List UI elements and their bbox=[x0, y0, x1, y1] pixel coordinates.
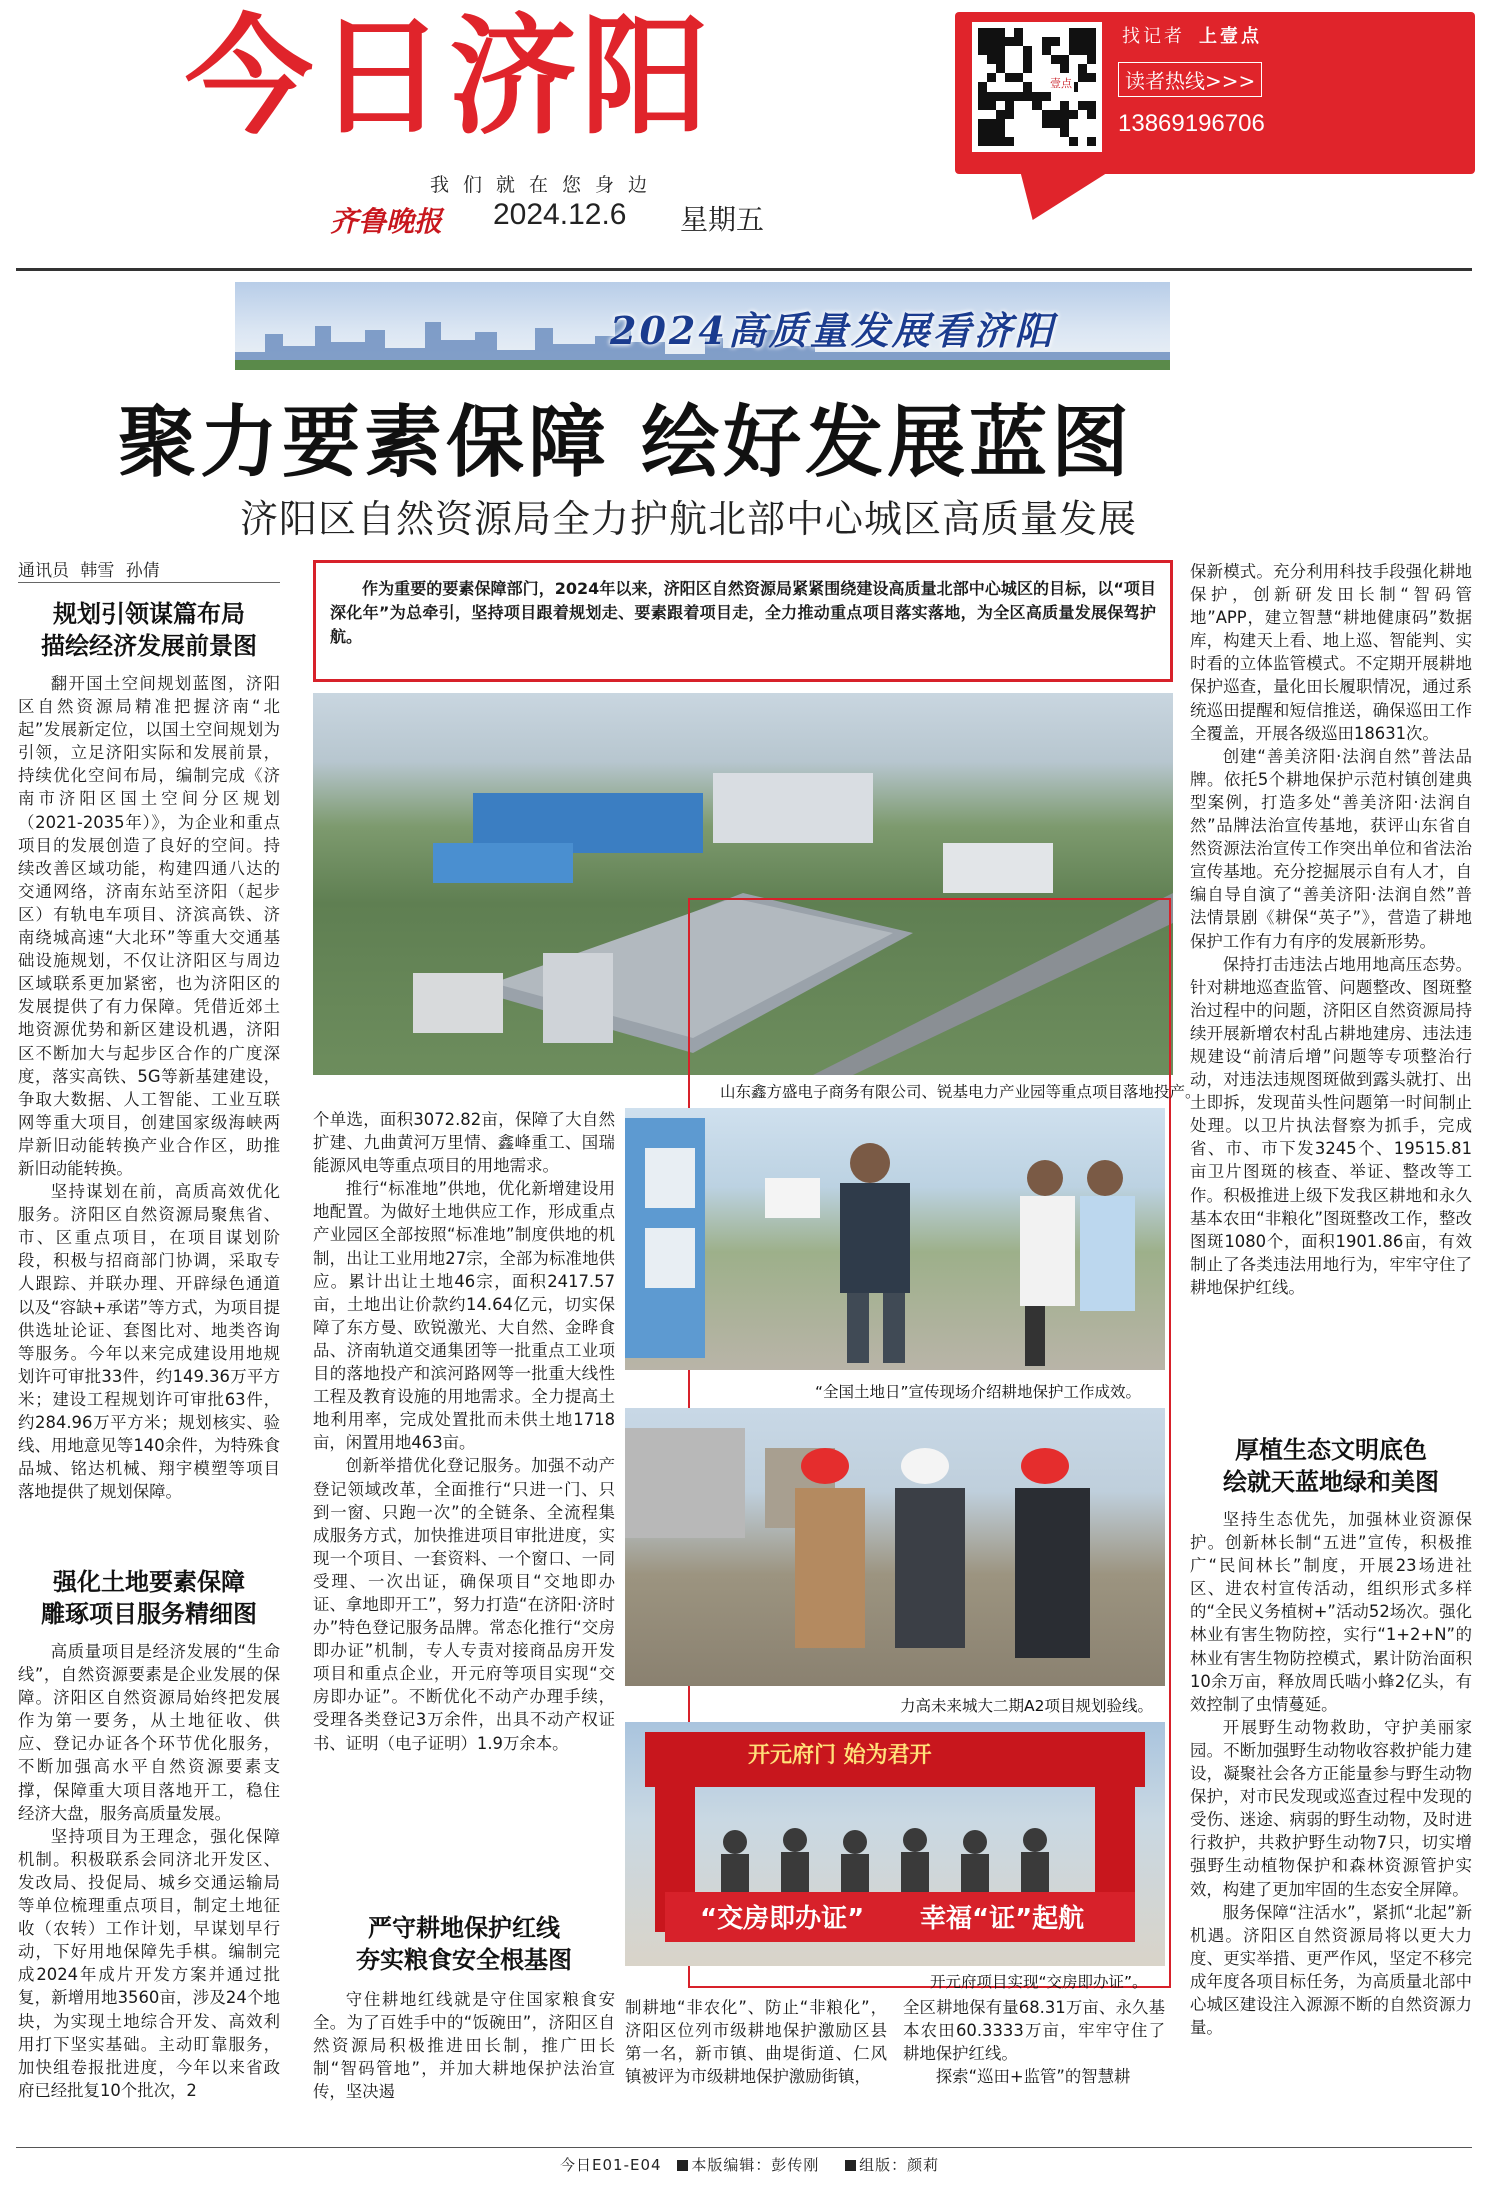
photo3-caption: 力高未来城大二期A2项目规划验线。 bbox=[900, 1697, 1153, 1715]
arch-text: 开元府门 始为君开 bbox=[748, 1742, 932, 1768]
photo4-caption: 开元府项目实现“交房即办证”。 bbox=[930, 1973, 1148, 1991]
column1-lower-text bbox=[18, 1640, 280, 2140]
byline: 通讯员 韩雪 孙倩 bbox=[18, 561, 160, 581]
col5-paragraph: 创建“善美济阳·法润自然”普法品牌。依托5个耕地保护示范村镇创建典型案例，打造多处“善美济阳·法润自然”品牌法治宣传基地，获评山东省自然资源法治宣传工作突出单位和省法治宣传基地。充分挖掘展示自有人才，自编自导自演了“善美济阳·法润自然”普法情景剧《耕保“英子”》，营造了耕地保护工作有力有序的发展新形势。 bbox=[1190, 746, 1472, 951]
survey-photo bbox=[625, 1408, 1165, 1686]
column2-text bbox=[313, 1108, 615, 1896]
banner-title: 2024高质量发展看济阳 bbox=[610, 308, 1056, 353]
col4-paragraph: 全区耕地保有量68.31万亩、永久基本农田60.3333万亩，牢牢守住了耕地保护红线。 bbox=[903, 1998, 1165, 2064]
section1-title-a: 规划引领谋篇布局 bbox=[53, 599, 245, 628]
footer-editor: 本版编辑：彭传刚 bbox=[691, 2156, 820, 2174]
masthead-title: 今日济阳 bbox=[185, 3, 714, 152]
footer-layout: 组版：颜莉 bbox=[859, 2156, 940, 2174]
column3-bottom-text bbox=[625, 1996, 887, 2136]
photo1-caption: 山东鑫方盛电子商务有限公司、锐基电力产业园等重点项目落地投产。 bbox=[720, 1083, 1201, 1101]
masthead-divider bbox=[16, 268, 1472, 271]
issue-weekday: 星期五 bbox=[680, 203, 765, 236]
reporter-action-text: 上壹点 bbox=[1199, 26, 1262, 47]
col2-paragraph: 个单选，面积3072.82亩，保障了大自然扩建、九曲黄河万里情、鑫峰重工、国瑞能源风电等重点项目的用地需求。 bbox=[313, 1110, 615, 1176]
col5-paragraph: 保新模式。充分利用科技手段强化耕地保护，创新研发田长制“智码管地”APP，建立智慧“耕地健康码”数据库，构建天上看、地上巡、智能判、实时看的立体监管模式。不定期开展耕地保护巡查，量化田长履职情况，通过系统巡田提醒和短信推送，确保巡田工作全覆盖，开展各级巡田18631次。 bbox=[1190, 562, 1472, 743]
banner-text-a: “交房即办证” bbox=[700, 1904, 865, 1934]
hotline-label: 读者热线>>> bbox=[1118, 62, 1262, 97]
section4-title-a: 厚植生态文明底色 bbox=[1235, 1435, 1427, 1464]
section4-heading bbox=[1190, 1434, 1472, 1498]
section3-title-a: 严守耕地保护红线 bbox=[368, 1913, 560, 1942]
column2-lower-text bbox=[313, 1988, 615, 2140]
subheadline: 济阳区自然资源局全力护航北部中心城区高质量发展 bbox=[240, 497, 1138, 541]
footer-pages: 今日E01-E04 bbox=[560, 2156, 662, 2174]
survey-workers-icon bbox=[625, 1408, 1165, 1686]
photo2-caption: “全国土地日”宣传现场介绍耕地保护工作成效。 bbox=[815, 1383, 1142, 1401]
paper-brand-logo: 齐鲁晚报 bbox=[330, 205, 443, 238]
column5-lower-text bbox=[1190, 1508, 1472, 2140]
col2-paragraph: 推行“标准地”供地，优化新增建设用地配置。为做好土地供应工作，形成重点产业园区全部按照“标准地”制度供地的机制，出让工业用地27宗，全部为标准地供应。累计出让土地46宗，面积2417.57亩，土地出让价款约14.64亿元，切实保障了东方曼、欧锐激光、大自然、金晔食品、济南轨道交通集团等一批重点工业项目的落地投产和滨河路网等一批重大线性工程及教育设施的用地需求。全力提高土地利用率，完成处置批而未供土地1718亩，闲置用地463亩。 bbox=[313, 1179, 615, 1453]
column4-bottom-text bbox=[903, 1996, 1165, 2136]
section2-paragraph: 高质量项目是经济发展的“生命线”，自然资源要素是企业发展的保障。济阳区自然资源局始终把发展作为第一要务，从土地征收、供应、登记办证各个环节优化服务，不断加强高水平自然资源要素支撑，保障重大项目落地开工，稳住经济大盘，服务高质量发展。 bbox=[18, 1642, 280, 1823]
section2-paragraph: 坚持项目为王理念，强化保障机制。积极联系会同济北开发区、发改局、投促局、城乡交通运输局等单位梳理重点项目，制定土地征收（农转）工作计划，早谋划早行动，下好用地保障先手棋。编制完成2024年成片开发方案并通过批复，新增用地3560亩，涉及24个地块，为实现土地综合开发、高效利用打下坚实基础。主动盯靠服务，加快组卷报批进度，今年以来省政府已经批复10个批次，2 bbox=[18, 1826, 280, 2100]
col2-paragraph: 创新举措优化登记服务。加强不动产登记领域改革，全面推行“只进一门、只到一窗、只跑一次”的全链条、全流程集成服务方式，加快推进项目审批进度，实现一个项目、一套资料、一个窗口、一同受理、一次出证，确保项目“交地即办证、拿地即开工”，努力打造“在济阳·济时办”特色登记服务品牌。常态化推行“交房即办证”机制，专人专责对接商品房开发项目和重点企业，开元府等项目实现“交房即办证”。不断优化不动产办理手续，受理各类登记3万余件，出具不动产权证书、证明（电子证明）1.9万余本。 bbox=[313, 1456, 615, 1753]
section1-paragraph: 坚持谋划在前，高质高效优化服务。济阳区自然资源局聚焦省、市、区重点项目，在项目谋划阶段，积极与招商部门协调，采取专人跟踪、并联办理、开辟绿色通道以及“容缺+承诺”等方式，为项目提供选址论证、套图比对、地类咨询等服务。今年以来完成建设用地规划许可审批33件，约149.36万平方米；建设工程规划许可审批63件，约284.96万平方米；规划核实、验线、用地意见等140余件，为特殊食品城、铭达机械、翔宇模塑等项目落地提供了规划保障。 bbox=[18, 1182, 280, 1502]
col5-paragraph: 坚持生态优先，加强林业资源保护。创新林长制“五进”宣传，积极推广“民间林长”制度，开展23场进社区、进农村宣传活动，组织形式多样的“全民义务植树+”活动52场次。强化林业有害生物防控，实行“1+2+N”的林业有害生物防控模式，累计防治面积10余万亩，释放周氏啮小蜂2亿头，有效控制了虫情蔓延。 bbox=[1190, 1510, 1472, 1714]
reporter-label bbox=[1122, 22, 1262, 48]
reporter-label-text: 找记者 bbox=[1122, 26, 1185, 47]
footer bbox=[560, 2154, 959, 2175]
col5-paragraph: 服务保障“注活水”，紧抓“北起”新机遇。济阳区自然资源局将以更大力度、更实举措、更严作风，坚定不移完成年度各项目标任务，为高质量北部中心城区建设注入源源不断的自然资源力量。 bbox=[1190, 1902, 1472, 2038]
masthead-slogan: 我们就在您身边 bbox=[430, 174, 662, 196]
square-icon bbox=[677, 2160, 688, 2171]
square-icon bbox=[845, 2160, 856, 2171]
byline-rule bbox=[18, 582, 280, 583]
issue-date: 2024.12.6 bbox=[493, 198, 627, 231]
people-exhibit-icon bbox=[625, 1108, 1165, 1370]
col4-paragraph: 探索“巡田+监管”的智慧耕 bbox=[935, 2067, 1131, 2087]
col2-paragraph: 守住耕地红线就是守住国家粮食安全。为了百姓手中的“饭碗田”，济阳区自然资源局积极推进田长制，推广田长制“智码管地”，并加大耕地保护法治宣传，坚决遏 bbox=[313, 1990, 615, 2102]
column5-text bbox=[1190, 560, 1472, 1420]
section4-title-b: 绘就天蓝地绿和美图 bbox=[1223, 1467, 1439, 1496]
qr-code-icon[interactable] bbox=[972, 22, 1102, 152]
land-day-photo bbox=[625, 1108, 1165, 1370]
section2-title-a: 强化土地要素保障 bbox=[53, 1567, 245, 1596]
section3-title-b: 夯实粮食安全根基图 bbox=[356, 1945, 572, 1974]
lead-paragraph: 作为重要的要素保障部门，2024年以来，济阳区自然资源局紧紧围绕建设高质量北部中心城区的目标，以“项目深化年”为总牵引，坚持项目跟着规划走、要素跟着项目走，全力推动重点项目落实落地，为全区高质量发展保驾护航。 bbox=[330, 579, 1156, 646]
section3-heading bbox=[313, 1912, 615, 1976]
hotline-number[interactable]: 13869196706 bbox=[1118, 110, 1265, 137]
qr-badge: 壹点 bbox=[1048, 74, 1074, 92]
headline: 聚力要素保障 绘好发展蓝图 bbox=[118, 397, 1134, 488]
footer-rule bbox=[16, 2147, 1472, 2148]
section1-paragraph: 翻开国土空间规划蓝图，济阳区自然资源局精准把握济南“北起”发展新定位，以国土空间规划为引领，立足济阳实际和发展前景，持续优化空间布局，编制完成《济南市济阳区国土空间分区规划（2021-2035年）》，为企业和重点项目的发展创造了良好的空间。持续改善区域功能，构建四通八达的交通网络，济南东站至济阳（起步区）有轨电车项目、济滨高铁、济南绕城高速“大北环”等重大交通基础设施规划，不仅让济阳区与周边区域联系更加紧密，也为济阳区的发展提供了有力保障。凭借近郊土地资源优势和新区建设机遇，济阳区不断加大与起步区合作的广度深度，落实高铁、5G等新基建建设，争取大数据、人工智能、工业互联网等重大项目，创建国家级海峡两岸新旧动能转换产业合作区，助推新旧动能转换。 bbox=[18, 674, 280, 1178]
banner-text-b: 幸福“证”起航 bbox=[920, 1904, 1085, 1934]
section2-title-b: 雕琢项目服务精细图 bbox=[41, 1599, 257, 1628]
col5-paragraph: 开展野生动物救助，守护美丽家园。不断加强野生动物收容救护能力建设，凝聚社会各方正能量参与野生动物保护，对市民发现或巡查过程中发现的受伤、迷途、病弱的野生动物，及时进行救护，共救护野生动物7只，切实增强野生动植物保护和森林资源管护实效，构建了更加牢固的生态安全屏障。 bbox=[1190, 1717, 1472, 1899]
col5-paragraph: 保持打击违法占地用地高压态势。针对耕地巡查监管、问题整改、图斑整治过程中的问题，济阳区自然资源局持续开展新增农村乱占耕地建房、违法违规建设“前清后增”问题等专项整治行动，对违法违规图斑做到露头就打、出土即拆，发现苗头性问题第一时间制止处理。以卫片执法督察为抓手，完成省、市、市下发3245个、19515.81亩卫片图斑的核查、举证、整改等工作。积极推进上级下发我区耕地和永久基本农田“非粮化”图斑整改工作，整改图斑1080个，面积1901.86亩，有效制止了各类违法用地行为，牢牢守住了耕地保护红线。 bbox=[1190, 954, 1472, 1297]
section1-heading bbox=[18, 598, 280, 662]
col3-paragraph: 制耕地“非农化”、防止“非粮化”，济阳区位列市级耕地保护激励区县第一名，新市镇、曲堤街道、仁风镇被评为市级耕地保护激励街镇， bbox=[625, 1998, 887, 2087]
section2-heading bbox=[18, 1566, 280, 1630]
section1-title-b: 描绘经济发展前景图 bbox=[41, 631, 257, 660]
column1-text bbox=[18, 672, 280, 1552]
